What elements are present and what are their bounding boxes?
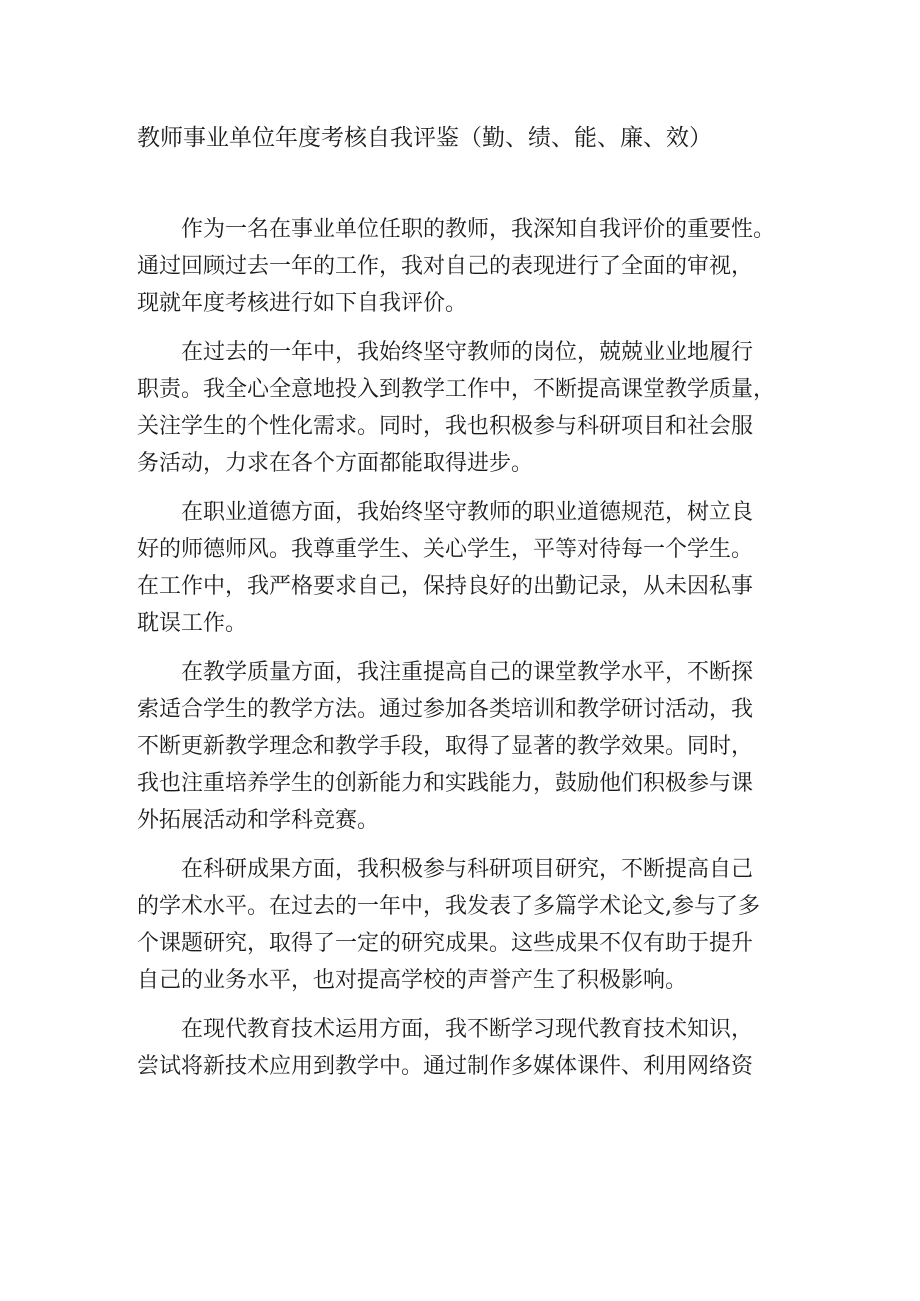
paragraph-education-technology	[137, 1011, 797, 1085]
paragraph-self-evaluation-intro	[137, 211, 797, 322]
document-body	[137, 211, 797, 1097]
paragraph-line: 的学术水平。在过去的一年中，我发表了多篇学术论文,参与了多	[137, 894, 760, 919]
paragraph-line: 职责。我全心全意地投入到教学工作中，不断提高课堂教学质量，	[137, 377, 776, 402]
paragraph-line: 不断更新教学理念和教学手段，取得了显著的教学效果。同时，	[137, 734, 754, 759]
paragraph-line: 我也注重培养学生的创新能力和实践能力，鼓励他们积极参与课	[137, 771, 754, 796]
paragraph-line: 现就年度考核进行如下自我评价。	[137, 291, 468, 316]
paragraph-line: 索适合学生的教学方法。通过参加各类培训和教学研讨活动，我	[137, 697, 754, 722]
paragraph-past-year-work	[137, 334, 797, 482]
paragraph-line: 在过去的一年中，我始终坚守教师的岗位，兢兢业业地履行	[181, 340, 754, 365]
paragraph-line: 耽误工作。	[137, 611, 248, 636]
paragraph-line: 个课题研究，取得了一定的研究成果。这些成果不仅有助于提升	[137, 931, 754, 956]
paragraph-line: 自己的业务水平，也对提高学校的声誉产生了积极影响。	[137, 968, 688, 993]
paragraph-professional-ethics	[137, 494, 797, 642]
paragraph-line: 通过回顾过去一年的工作，我对自己的表现进行了全面的审视，	[137, 254, 754, 279]
paragraph-line: 好的师德师风。我尊重学生、关心学生，平等对待每一个学生。	[137, 537, 754, 562]
paragraph-teaching-quality	[137, 654, 797, 839]
paragraph-line: 在科研成果方面，我积极参与科研项目研究，不断提高自己	[181, 857, 754, 882]
paragraph-line: 尝试将新技术应用到教学中。通过制作多媒体课件、利用网络资	[137, 1054, 754, 1079]
paragraph-research-results	[137, 851, 797, 999]
paragraph-line: 作为一名在事业单位任职的教师，我深知自我评价的重要性。	[181, 217, 776, 242]
paragraph-line: 务活动，力求在各个方面都能取得进步。	[137, 451, 534, 476]
paragraph-line: 外拓展活动和学科竞赛。	[137, 808, 380, 833]
paragraph-line: 在现代教育技术运用方面，我不断学习现代教育技术知识，	[181, 1017, 754, 1042]
paragraph-line: 在教学质量方面，我注重提高自己的课堂教学水平，不断探	[181, 660, 754, 685]
paragraph-line: 在工作中，我严格要求自己，保持良好的出勤记录，从未因私事	[137, 574, 754, 599]
document-title: 教师事业单位年度考核自我评鉴（勤、绩、能、廉、效）	[137, 125, 712, 151]
paragraph-line: 关注学生的个性化需求。同时，我也积极参与科研项目和社会服	[137, 414, 754, 439]
paragraph-line: 在职业道德方面，我始终坚守教师的职业道德规范，树立良	[181, 500, 754, 525]
